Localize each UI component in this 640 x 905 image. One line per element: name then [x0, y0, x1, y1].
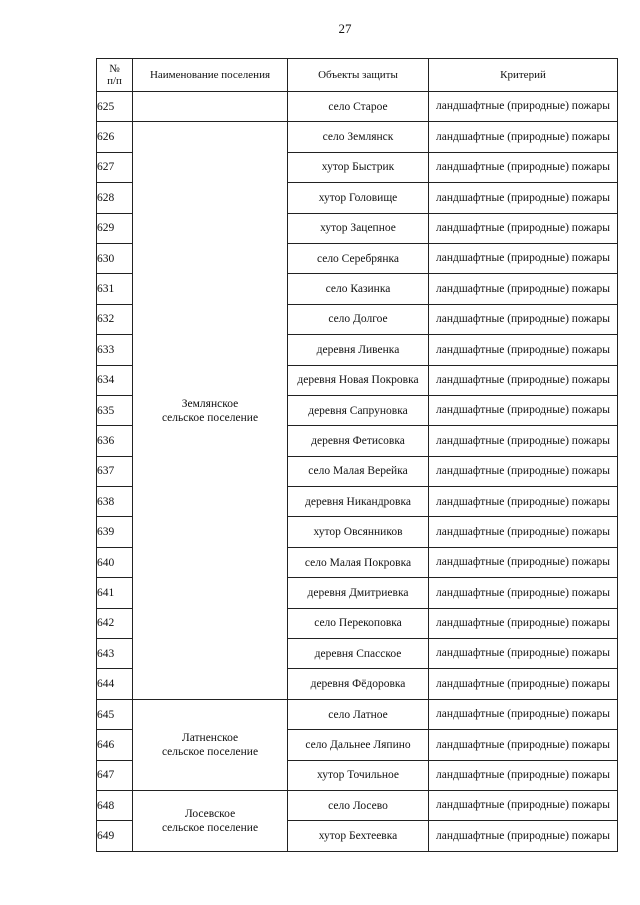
row-number: 629	[97, 213, 133, 243]
row-number: 649	[97, 821, 133, 851]
object-cell: село Долгое	[288, 304, 429, 334]
table-row	[97, 122, 618, 152]
row-number: 641	[97, 578, 133, 608]
criterion-cell: ландшафтные (природные) пожары	[429, 608, 618, 638]
criterion-cell: ландшафтные (природные) пожары	[429, 304, 618, 334]
header-number-abbr: п/п	[107, 75, 122, 87]
protection-objects-table	[96, 58, 618, 852]
row-number: 630	[97, 243, 133, 273]
settlement-latnenskoe	[133, 699, 288, 790]
object-cell: село Землянск	[288, 122, 429, 152]
object-cell: деревня Дмитриевка	[288, 578, 429, 608]
criterion-cell: ландшафтные (природные) пожары	[429, 395, 618, 425]
criterion-cell: ландшафтные (природные) пожары	[429, 335, 618, 365]
criterion-cell: ландшафтные (природные) пожары	[429, 517, 618, 547]
criterion-cell: ландшафтные (природные) пожары	[429, 213, 618, 243]
object-cell: хутор Зацепное	[288, 213, 429, 243]
criterion-cell: ландшафтные (природные) пожары	[429, 152, 618, 182]
settlement-cell-empty	[133, 92, 288, 122]
header-number-sign: №	[109, 63, 120, 75]
header-number	[97, 59, 133, 92]
object-cell: село Латное	[288, 699, 429, 729]
row-number: 627	[97, 152, 133, 182]
table-header-row	[97, 59, 618, 92]
object-cell: хутор Бехтеевка	[288, 821, 429, 851]
criterion-cell: ландшафтные (природные) пожары	[429, 183, 618, 213]
row-number: 634	[97, 365, 133, 395]
criterion-cell: ландшафтные (природные) пожары	[429, 365, 618, 395]
row-number: 647	[97, 760, 133, 790]
row-number: 640	[97, 547, 133, 577]
row-number: 628	[97, 183, 133, 213]
object-cell: село Лосево	[288, 790, 429, 820]
row-number: 636	[97, 426, 133, 456]
row-number: 639	[97, 517, 133, 547]
object-cell: деревня Фёдоровка	[288, 669, 429, 699]
criterion-cell: ландшафтные (природные) пожары	[429, 487, 618, 517]
row-number: 631	[97, 274, 133, 304]
criterion-cell: ландшафтные (природные) пожары	[429, 122, 618, 152]
object-cell: деревня Сапруновка	[288, 395, 429, 425]
settlement-zemlyanskoe	[133, 122, 288, 699]
object-cell: хутор Овсянников	[288, 517, 429, 547]
row-number: 646	[97, 730, 133, 760]
settlement-name: Землянское	[181, 397, 239, 410]
criterion-cell: ландшафтные (природные) пожары	[429, 547, 618, 577]
row-number: 643	[97, 639, 133, 669]
row-number: 638	[97, 487, 133, 517]
criterion-cell: ландшафтные (природные) пожары	[429, 578, 618, 608]
row-number: 648	[97, 790, 133, 820]
object-cell: деревня Спасское	[288, 639, 429, 669]
object-cell: деревня Новая Покровка	[288, 365, 429, 395]
criterion-cell: ландшафтные (природные) пожары	[429, 790, 618, 820]
object-cell: село Старое	[288, 92, 429, 122]
object-cell: село Дальнее Ляпино	[288, 730, 429, 760]
object-cell: деревня Фетисовка	[288, 426, 429, 456]
criterion-cell: ландшафтные (природные) пожары	[429, 274, 618, 304]
row-number: 632	[97, 304, 133, 334]
row-number: 626	[97, 122, 133, 152]
settlement-type: сельское поселение	[161, 411, 259, 424]
object-cell: село Казинка	[288, 274, 429, 304]
table-row	[97, 92, 618, 122]
object-cell: село Малая Верейка	[288, 456, 429, 486]
row-number: 644	[97, 669, 133, 699]
criterion-cell: ландшафтные (природные) пожары	[429, 426, 618, 456]
header-settlement: Наименование поселения	[133, 59, 288, 92]
settlement-name: Лосевское	[184, 807, 236, 820]
settlement-losevskoe	[133, 790, 288, 851]
criterion-cell: ландшафтные (природные) пожары	[429, 821, 618, 851]
criterion-cell: ландшафтные (природные) пожары	[429, 456, 618, 486]
criterion-cell: ландшафтные (природные) пожары	[429, 639, 618, 669]
object-cell: деревня Ливенка	[288, 335, 429, 365]
criterion-cell: ландшафтные (природные) пожары	[429, 92, 618, 122]
settlement-type: сельское поселение	[161, 821, 259, 834]
object-cell: село Серебрянка	[288, 243, 429, 273]
row-number: 642	[97, 608, 133, 638]
row-number: 625	[97, 92, 133, 122]
header-criterion: Критерий	[429, 59, 618, 92]
object-cell: хутор Быстрик	[288, 152, 429, 182]
object-cell: хутор Головище	[288, 183, 429, 213]
settlement-name: Латненское	[181, 731, 239, 744]
row-number: 633	[97, 335, 133, 365]
settlement-type: сельское поселение	[161, 745, 259, 758]
row-number: 635	[97, 395, 133, 425]
row-number: 645	[97, 699, 133, 729]
row-number: 637	[97, 456, 133, 486]
criterion-cell: ландшафтные (природные) пожары	[429, 760, 618, 790]
object-cell: село Перекоповка	[288, 608, 429, 638]
criterion-cell: ландшафтные (природные) пожары	[429, 243, 618, 273]
header-object: Объекты защиты	[288, 59, 429, 92]
page-number: 27	[338, 21, 352, 36]
table-row	[97, 790, 618, 820]
table-row	[97, 699, 618, 729]
object-cell: хутор Точильное	[288, 760, 429, 790]
criterion-cell: ландшафтные (природные) пожары	[429, 699, 618, 729]
object-cell: село Малая Покровка	[288, 547, 429, 577]
criterion-cell: ландшафтные (природные) пожары	[429, 730, 618, 760]
object-cell: деревня Никандровка	[288, 487, 429, 517]
criterion-cell: ландшафтные (природные) пожары	[429, 669, 618, 699]
